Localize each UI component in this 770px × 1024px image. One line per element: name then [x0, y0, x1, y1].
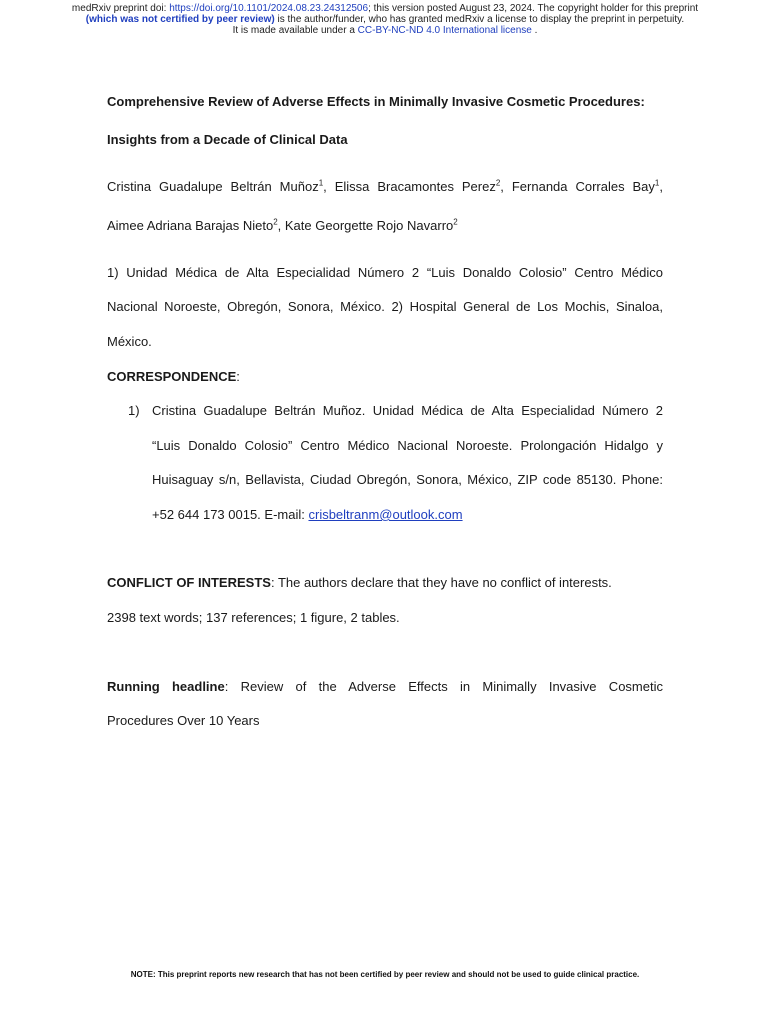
- author-name: Fernanda Corrales Bay: [511, 179, 655, 194]
- author-affiliation: 2: [495, 178, 501, 188]
- conflict-of-interests: [107, 575, 612, 590]
- correspondence-phone: +52 644 173 0015. E-mail:: [152, 507, 309, 522]
- paper-title-line-1: Comprehensive Review of Adverse Effects in Minimally Invasive Cosmetic Procedures:: [107, 94, 645, 109]
- author-name: Elissa Bracamontes Perez: [334, 179, 496, 194]
- correspondence-line-2: “Luis Donaldo Colosio” Centro Médico Nacional Noroeste. Prolongación Hidalgo y: [152, 438, 663, 453]
- affiliation-line-1: 1) Unidad Médica de Alta Especialidad Número 2 “Luis Donaldo Colosio” Centro Médico: [107, 265, 663, 280]
- author-name: Aimee Adriana Barajas Nieto: [107, 218, 274, 233]
- banner-line-1: [0, 3, 770, 14]
- author-name: Cristina Guadalupe Beltrán Muñoz: [107, 179, 319, 194]
- banner-peer-review-notice: (which was not certified by peer review): [85, 14, 275, 25]
- banner-line-2: [0, 14, 770, 25]
- preprint-footer-note: NOTE: This preprint reports new research that has not been certified by peer review and should not be used to guide clinical practice.: [130, 970, 640, 979]
- correspondence-colon: :: [236, 369, 240, 384]
- banner-period: .: [531, 25, 538, 36]
- author-affiliation: 1: [654, 178, 660, 188]
- banner-line-3: [0, 25, 770, 36]
- doi-link[interactable]: https://doi.org/10.1101/2024.08.23.24312506: [169, 3, 369, 14]
- affiliation-line-2: Nacional Noroeste, Obregón, Sonora, México. 2) Hospital General de Los Mochis, Sinaloa,: [107, 299, 663, 314]
- banner-license-text: is the author/funder, who has granted medRxiv a license to display the preprint in perpetuity.: [274, 14, 685, 25]
- word-counts: 2398 text words; 137 references; 1 figure, 2 tables.: [107, 610, 400, 625]
- preprint-banner: [0, 3, 770, 36]
- license-link[interactable]: CC-BY-NC-ND 4.0 International license: [357, 25, 532, 36]
- running-headline-line-2: Procedures Over 10 Years: [107, 713, 260, 728]
- banner-doi-label: medRxiv preprint doi:: [71, 3, 170, 14]
- correspondence-line-1: Cristina Guadalupe Beltrán Muñoz. Unidad Médica de Alta Especialidad Número 2: [152, 403, 663, 418]
- correspondence-heading: [107, 369, 240, 384]
- author-separator: ,: [500, 179, 512, 194]
- running-headline-label: Running headline: [107, 679, 225, 694]
- correspondence-list-number: 1): [128, 403, 140, 418]
- author-separator: ,: [323, 179, 335, 194]
- correspondence-line-3: Huisaguay s/n, Bellavista, Ciudad Obregón, Sonora, México, ZIP code 85130. Phone:: [152, 472, 663, 487]
- correspondence-line-4: [152, 507, 663, 522]
- banner-available-text: It is made available under a: [232, 25, 358, 36]
- banner-copyright-text: ; this version posted August 23, 2024. The copyright holder for this preprint: [368, 3, 699, 14]
- correspondence-label: CORRESPONDENCE: [107, 369, 237, 384]
- author-separator: ,: [659, 179, 663, 194]
- author-affiliation: 2: [453, 217, 458, 227]
- author-affiliation: 1: [318, 178, 324, 188]
- author-name: Kate Georgette Rojo Navarro: [284, 218, 454, 233]
- paper-title-line-2: Insights from a Decade of Clinical Data: [107, 132, 348, 147]
- affiliation-line-3: México.: [107, 334, 152, 349]
- email-link[interactable]: crisbeltranm@outlook.com: [308, 507, 463, 522]
- author-affiliation: 2: [273, 217, 278, 227]
- running-headline-line-1: [107, 679, 663, 694]
- author-line-1: [107, 179, 663, 194]
- author-line-2: [107, 218, 458, 233]
- conflict-label: CONFLICT OF INTERESTS: [107, 575, 271, 590]
- author-separator: ,: [277, 218, 285, 233]
- conflict-text: : The authors declare that they have no conflict of interests.: [270, 575, 612, 590]
- running-headline-text: : Review of the Adverse Effects in Minimally Invasive Cosmetic: [224, 679, 663, 694]
